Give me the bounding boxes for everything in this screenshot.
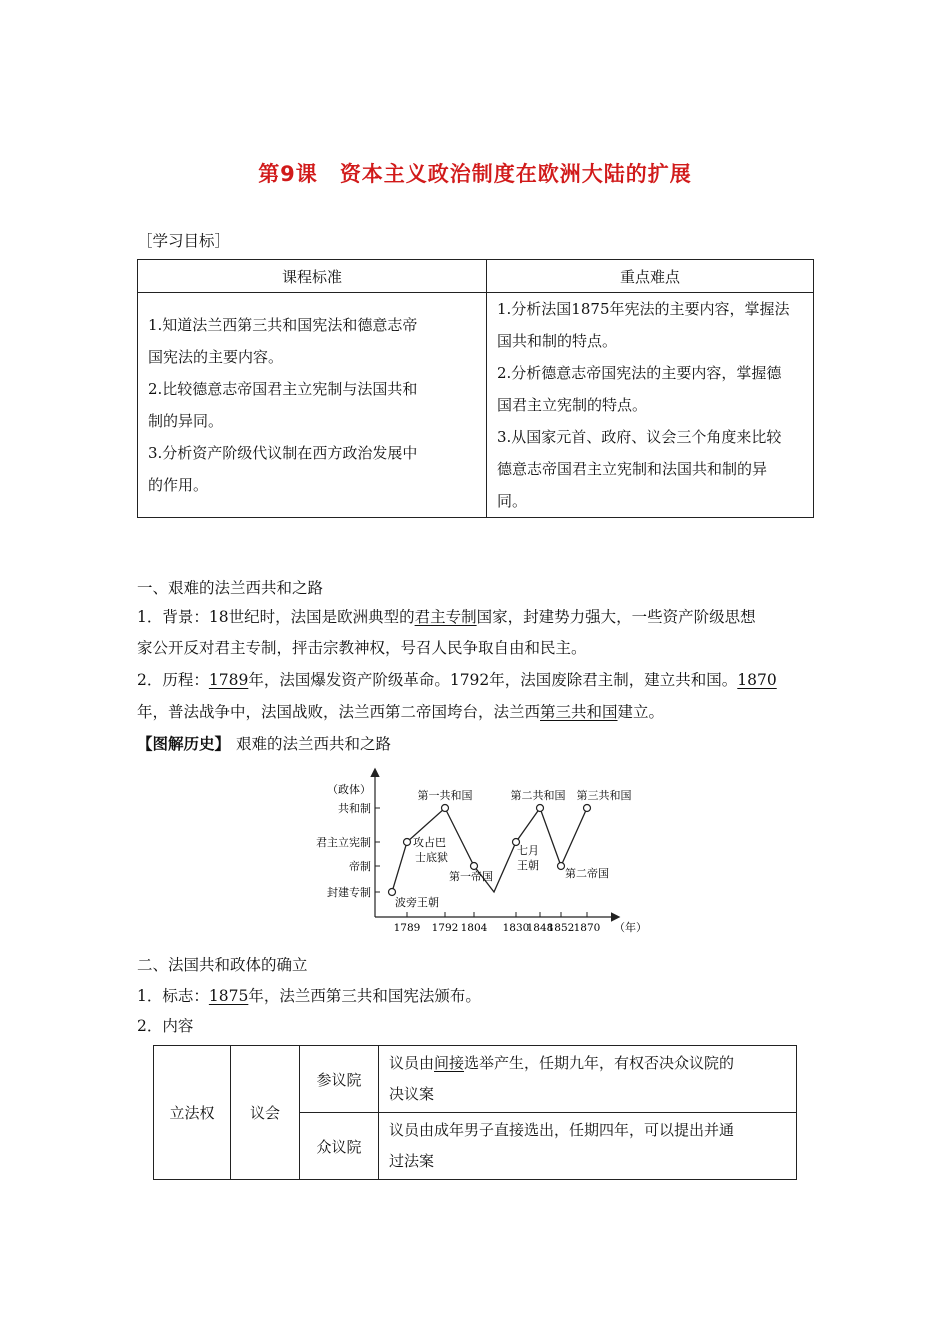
background-paragraph — [137, 607, 756, 627]
page-title — [0, 158, 950, 188]
x-tick-label: 1789 — [393, 922, 421, 934]
key-points-cell — [487, 293, 814, 518]
key-point-line: 国共和制的特点。 — [497, 332, 618, 350]
standards-cell — [138, 293, 487, 518]
y-tick-label: 封建专制 — [327, 886, 371, 899]
content-label: 2．内容 — [137, 1017, 194, 1035]
diagram-title: 艰难的法兰西共和之路 — [236, 735, 392, 753]
data-point — [584, 805, 591, 812]
data-label: 第二帝国 — [565, 867, 609, 880]
senate-desc-text: 议员由 — [389, 1054, 435, 1072]
key-point-line: 国君主立宪制的特点。 — [497, 396, 648, 414]
house-desc-line: 议员由成年男子直接选出，任期四年，可以提出并通 — [389, 1121, 735, 1139]
sign-text: 1．标志： — [137, 987, 209, 1005]
data-point — [558, 863, 565, 870]
history-answer-1789: 1789 — [208, 671, 249, 689]
sign-text: 年，法兰西第三共和国宪法颁布。 — [248, 987, 481, 1005]
lesson-name: 资本主义政治制度在欧洲大陆的扩展 — [339, 162, 692, 186]
y-tick-label: 帝制 — [349, 860, 371, 873]
history-paragraph — [137, 670, 777, 690]
standards-line: 2.比较德意志帝国君主立宪制与法国共和 — [148, 380, 418, 398]
data-point — [404, 839, 411, 846]
background-text: 国家，封建势力强大，一些资产阶级思想 — [476, 608, 756, 626]
parliament-cell: 议会 — [231, 1046, 300, 1180]
x-axis-label: （年） — [614, 921, 647, 934]
diagram-caption — [137, 734, 391, 754]
x-tick-label: 1848 — [526, 922, 554, 934]
key-point-line: 1.分析法国1875年宪法的主要内容，掌握法 — [497, 300, 790, 318]
legislative-power-cell: 立法权 — [154, 1046, 231, 1180]
diagram-tag: 【图解历史】 — [137, 734, 231, 753]
section2-heading: 二、法国共和政体的确立 — [137, 956, 308, 974]
lesson-number: 第9课 — [258, 162, 318, 186]
legislature-table — [153, 1045, 797, 1180]
standards-line: 国宪法的主要内容。 — [148, 348, 284, 366]
senate-desc-line — [389, 1048, 788, 1079]
data-label: 第二共和国 — [510, 789, 566, 802]
standards-line: 3.分析资产阶级代议制在西方政治发展中 — [148, 444, 418, 462]
x-tick-label: 1804 — [460, 922, 488, 934]
background-paragraph-line2: 家公开反对君主专制，抨击宗教神权，号召人民争取自由和民主。 — [137, 639, 587, 657]
chart-plot-area — [316, 770, 647, 934]
sign-paragraph — [137, 986, 481, 1006]
y-tick-label: 共和制 — [338, 802, 371, 815]
y-tick-label: 君主立宪制 — [316, 836, 371, 849]
data-label: 第一共和国 — [417, 789, 473, 802]
senate-cell: 参议院 — [300, 1046, 379, 1113]
data-label: 七月 — [517, 844, 539, 857]
key-point-line: 同。 — [497, 492, 528, 510]
house-cell: 众议院 — [300, 1113, 379, 1180]
history-text: 年，法国爆发资产阶级革命。1792年，法国废除君主制，建立共和国。 — [248, 671, 738, 689]
history-answer-1870: 1870 — [737, 671, 777, 689]
data-point — [537, 805, 544, 812]
data-label: 攻占巴 — [413, 836, 446, 849]
senate-desc-line: 决议案 — [389, 1085, 435, 1103]
house-description — [379, 1113, 797, 1180]
x-tick-label: 1830 — [502, 922, 530, 934]
key-point-line: 德意志帝国君主立宪制和法国共和制的异 — [497, 460, 768, 478]
senate-description — [379, 1046, 797, 1113]
house-desc-line: 过法案 — [389, 1152, 435, 1170]
data-label: 王朝 — [517, 859, 539, 872]
senate-desc-text: 选举产生，任期九年，有权否决众议院的 — [464, 1054, 735, 1072]
key-point-line: 2.分析德意志帝国宪法的主要内容，掌握德 — [497, 364, 782, 382]
data-label: 第一帝国 — [449, 870, 493, 883]
goals-label: ［学习目标］ — [137, 232, 231, 250]
republic-road-chart — [300, 760, 650, 940]
data-point — [389, 889, 396, 896]
goals-table — [137, 259, 814, 518]
history-text: 2．历程： — [137, 671, 209, 689]
x-tick-label: 1792 — [431, 922, 459, 934]
data-label: 波旁王朝 — [395, 896, 439, 909]
senate-answer: 间接 — [434, 1054, 465, 1072]
data-point — [471, 863, 478, 870]
standards-line: 制的异同。 — [148, 412, 224, 430]
background-answer: 君主专制 — [414, 608, 477, 626]
history-answer-republic: 第三共和国 — [540, 703, 618, 721]
standards-line: 1.知道法兰西第三共和国宪法和德意志帝 — [148, 316, 418, 334]
section1-heading: 一、艰难的法兰西共和之路 — [137, 579, 324, 597]
standards-line: 的作用。 — [148, 476, 209, 494]
history-paragraph-line2 — [137, 702, 664, 722]
header-key-points: 重点难点 — [487, 260, 814, 293]
history-text: 建立。 — [617, 703, 665, 721]
key-point-line: 3.从国家元首、政府、议会三个角度来比较 — [497, 428, 782, 446]
x-tick-label: 1870 — [573, 922, 601, 934]
history-text: 年，普法战争中，法国战败，法兰西第二帝国垮台，法兰西 — [137, 703, 541, 721]
x-tick-label: 1852 — [547, 922, 575, 934]
header-standards: 课程标准 — [138, 260, 487, 293]
data-label: 第三共和国 — [576, 789, 632, 802]
background-text: 1．背景：18世纪时，法国是欧洲典型的 — [137, 608, 415, 626]
data-label: 士底狱 — [415, 851, 448, 864]
sign-answer: 1875 — [208, 987, 249, 1005]
data-point — [442, 805, 449, 812]
y-axis-label: （政体） — [327, 783, 371, 796]
